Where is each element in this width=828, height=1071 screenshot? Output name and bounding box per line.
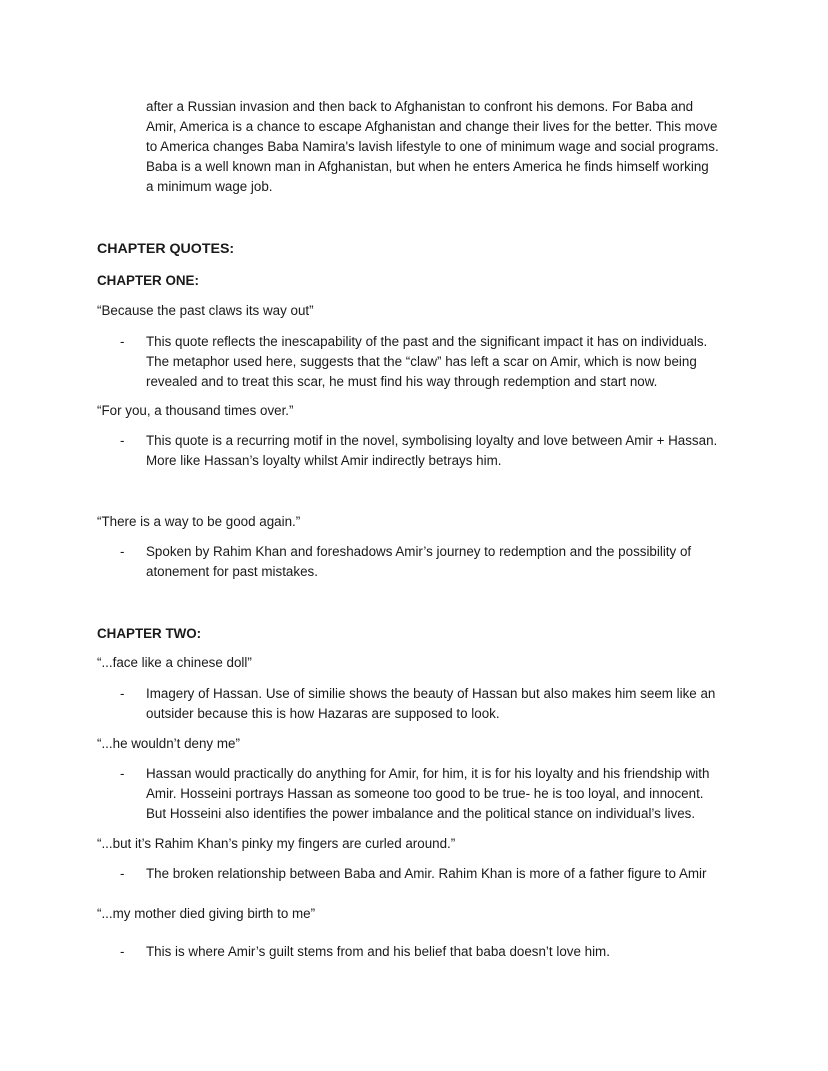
bullet-line: Spoken by Rahim Khan and foreshadows Amir’s journey to redemption and the possibility of bbox=[146, 544, 692, 559]
bullet-dash: - bbox=[120, 544, 125, 559]
bullet-text bbox=[146, 431, 736, 471]
bullet-line: The metaphor used here, suggests that the “claw” has left a scar on Amir, which is now being bbox=[146, 354, 697, 369]
bullet-line: But Hosseini also identifies the power imbalance and the political stance on individual’s lives. bbox=[146, 806, 696, 821]
bullet-dash: - bbox=[120, 334, 125, 349]
bullet-line: Imagery of Hassan. Use of similie shows the beauty of Hassan but also makes him seem like an bbox=[146, 686, 716, 701]
chapter-two-heading: CHAPTER TWO: bbox=[97, 626, 202, 641]
quote: “Because the past claws its way out” bbox=[97, 303, 314, 318]
quote: “...face like a chinese doll” bbox=[97, 655, 252, 670]
quote: “There is a way to be good again.” bbox=[97, 514, 301, 529]
quote: “...but it’s Rahim Khan’s pinky my fingers are curled around.” bbox=[97, 836, 456, 851]
bullet-line: atonement for past mistakes. bbox=[146, 564, 318, 579]
bullet-dash: - bbox=[120, 433, 125, 448]
section-title: CHAPTER QUOTES: bbox=[97, 241, 235, 257]
intro-paragraph bbox=[146, 97, 746, 197]
bullet-dash: - bbox=[120, 766, 125, 781]
intro-line: to America changes Baba Namira's lavish lifestyle to one of minimum wage and social programs. bbox=[146, 139, 719, 154]
bullet-line: Amir. Hosseini portrays Hassan as someone too good to be true- he is too loyal, and innocent. bbox=[146, 786, 704, 801]
bullet-text bbox=[146, 332, 736, 392]
bullet-line: This quote is a recurring motif in the novel, symbolising loyalty and love between Amir + Hassan. bbox=[146, 433, 718, 448]
bullet-line: This is where Amir’s guilt stems from and his belief that baba doesn’t love him. bbox=[146, 944, 610, 959]
bullet-line: The broken relationship between Baba and Amir. Rahim Khan is more of a father figure to Amir bbox=[146, 866, 707, 881]
bullet-line: outsider because this is how Hazaras are supposed to look. bbox=[146, 706, 500, 721]
intro-line: Amir, America is a chance to escape Afghanistan and change their lives for the better. This move bbox=[146, 119, 718, 134]
bullet-dash: - bbox=[120, 686, 125, 701]
bullet-line: More like Hassan’s loyalty whilst Amir indirectly betrays him. bbox=[146, 453, 502, 468]
intro-line: after a Russian invasion and then back to Afghanistan to confront his demons. For Baba and bbox=[146, 99, 694, 114]
intro-line: Baba is a well known man in Afghanistan, but when he enters America he finds himself working bbox=[146, 159, 709, 174]
bullet-text bbox=[146, 764, 736, 824]
chapter-one-heading: CHAPTER ONE: bbox=[97, 273, 199, 288]
bullet-line: revealed and to treat this scar, he must find his way through redemption and start now. bbox=[146, 374, 658, 389]
quote: “...my mother died giving birth to me” bbox=[97, 906, 316, 921]
bullet-line: This quote reflects the inescapability of the past and the significant impact it has on individuals. bbox=[146, 334, 708, 349]
bullet-text bbox=[146, 542, 736, 582]
bullet-line: Hassan would practically do anything for Amir, for him, it is for his loyalty and his friendship with bbox=[146, 766, 710, 781]
quote: “For you, a thousand times over.” bbox=[97, 403, 294, 418]
bullet-dash: - bbox=[120, 866, 125, 881]
bullet-text bbox=[146, 864, 736, 884]
bullet-text bbox=[146, 942, 736, 962]
bullet-text bbox=[146, 684, 736, 724]
quote: “...he wouldn’t deny me” bbox=[97, 736, 240, 751]
bullet-dash: - bbox=[120, 944, 125, 959]
intro-line: a minimum wage job. bbox=[146, 179, 273, 194]
